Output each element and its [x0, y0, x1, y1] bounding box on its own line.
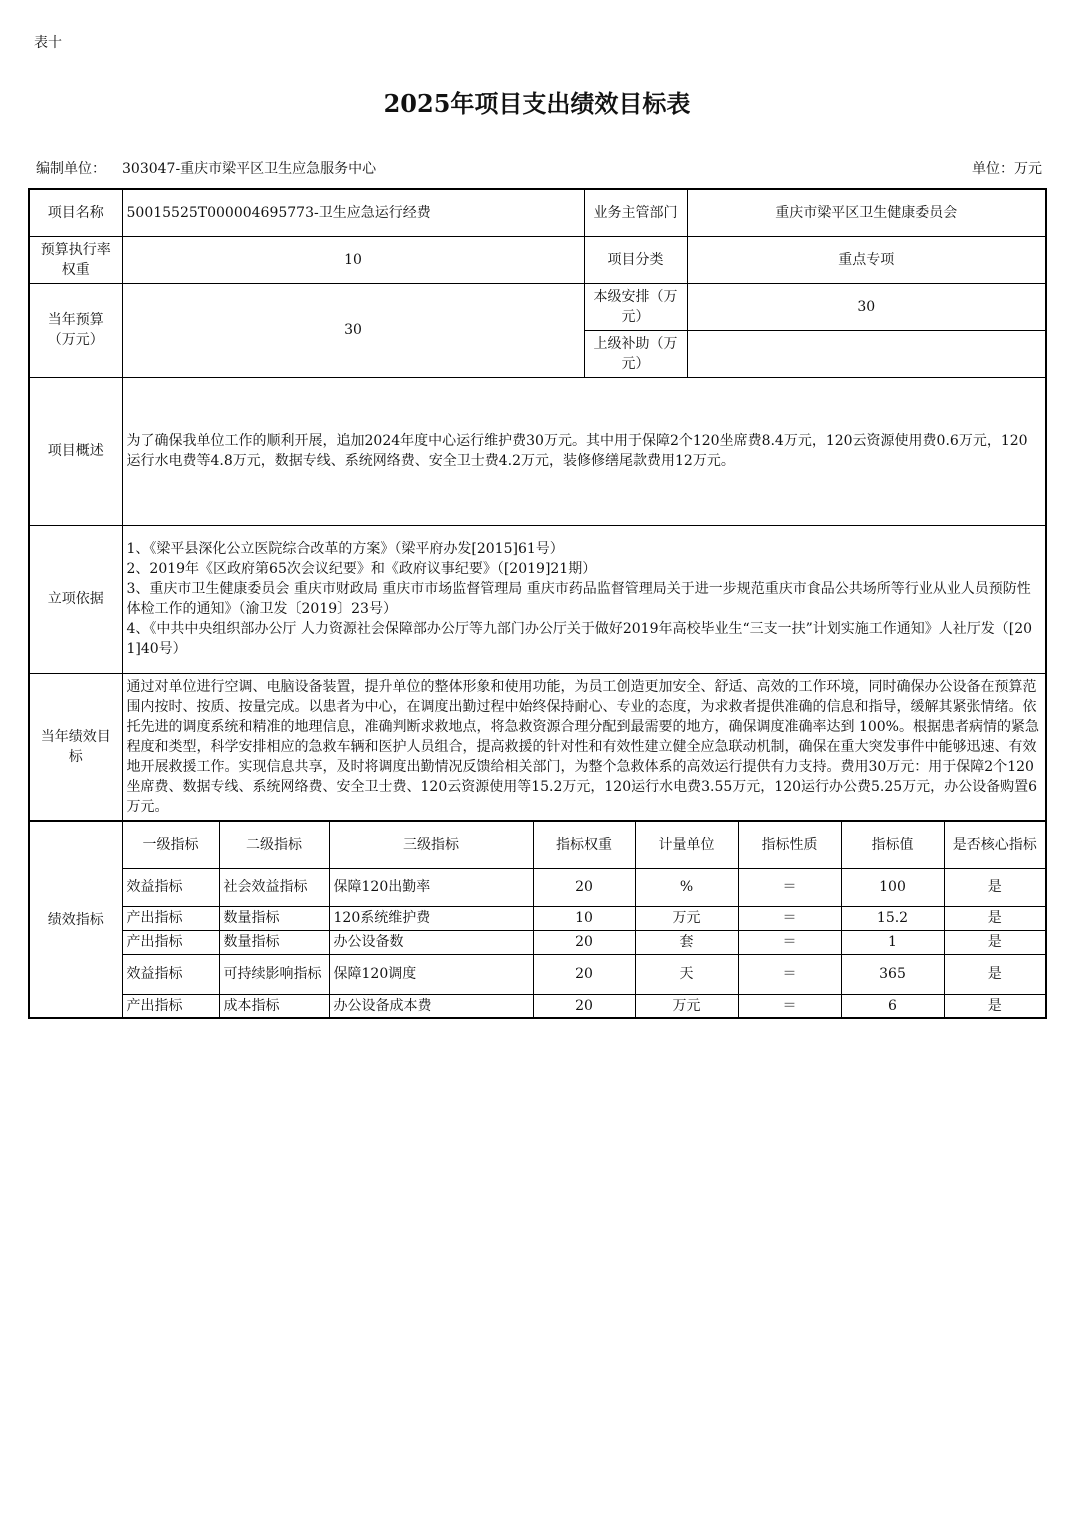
row-weight: 20	[533, 994, 635, 1018]
category: 重点专项	[687, 236, 1046, 283]
row-level1: 效益指标	[122, 954, 219, 994]
row-level3: 保障120出勤率	[329, 868, 533, 906]
row-level3: 办公设备成本费	[329, 994, 533, 1018]
page-title: 2025年项目支出绩效目标表	[383, 89, 691, 118]
row-level3: 办公设备数	[329, 930, 533, 954]
header-value: 指标值	[841, 821, 944, 868]
header-nature: 指标性质	[738, 821, 841, 868]
row-nature: ＝	[738, 954, 841, 994]
row-level2: 数量指标	[219, 906, 329, 930]
row-level2: 可持续影响指标	[219, 954, 329, 994]
row-unit: 万元	[635, 906, 738, 930]
table-row	[29, 994, 1046, 1018]
row-unit: 天	[635, 954, 738, 994]
overview-label: 项目概述	[29, 377, 122, 525]
upper-label: 上级补助（万元）	[584, 330, 687, 377]
project-name-label: 项目名称	[29, 189, 122, 236]
row-unit: 万元	[635, 994, 738, 1018]
header-core: 是否核心指标	[944, 821, 1046, 868]
goal: 通过对单位进行空调、电脑设备装置，提升单位的整体形象和使用功能，为员工创造更加安全、舒适、高效的工作环境，同时确保办公设备在预算范围内按时、按质、按量完成。以患者为中心，在调度出勤过程中始终保持耐心、专业的态度，为求救者提供准确的信息和指导，缓解其紧张情绪。依托先进的调度系统和精准的地理信息，准确判断求救地点，将急救资源合理分配到最需要的地方，确保调度准确率达到 100%。根据患者病情的紧急程度和类型，科学安排相应的急救车辆和医护人员组合，提高救援的针对性和有效性建立健全应急联动机制，确保在重大突发事件中能够迅速、有效地开展救援工作。实现信息共享，及时将调度出勤情况反馈给相关部门，为整个急救体系的高效运行提供有力支持。费用30万元：用于保障2个120坐席费、数据专线、系统网络费、安全卫士费、120云资源使用等15.2万元，120运行水电费3.55万元，120运行办公费5.25万元，办公设备购置6万元。	[122, 673, 1046, 821]
row-core: 是	[944, 954, 1046, 994]
row-core: 是	[944, 930, 1046, 954]
row-core: 是	[944, 906, 1046, 930]
row-level2: 数量指标	[219, 930, 329, 954]
row-nature: ＝	[738, 906, 841, 930]
indicator-table	[28, 820, 1047, 1019]
upper	[687, 330, 1046, 377]
weight: 10	[122, 236, 584, 283]
header-weight: 指标权重	[533, 821, 635, 868]
row-level1: 产出指标	[122, 906, 219, 930]
row-core: 是	[944, 868, 1046, 906]
row-level1: 产出指标	[122, 930, 219, 954]
compiling-unit-label: 编制单位：	[36, 161, 106, 177]
row-weight: 10	[533, 906, 635, 930]
header-level3: 三级指标	[329, 821, 533, 868]
category-label: 项目分类	[584, 236, 687, 283]
row-level3: 保障120调度	[329, 954, 533, 994]
currency-unit: 单位：万元	[972, 161, 1042, 177]
local-label: 本级安排（万元）	[584, 283, 687, 330]
row-value: 365	[841, 954, 944, 994]
header-level2: 二级指标	[219, 821, 329, 868]
compiling-unit	[36, 158, 376, 178]
budget-label: 当年预算（万元）	[29, 283, 122, 377]
row-value: 6	[841, 994, 944, 1018]
row-level1: 产出指标	[122, 994, 219, 1018]
table-row	[29, 906, 1046, 930]
row-value: 100	[841, 868, 944, 906]
table-row	[29, 868, 1046, 906]
overview: 为了确保我单位工作的顺利开展，追加2024年度中心运行维护费30万元。其中用于保障2个120坐席费8.4万元，120云资源使用费0.6万元，120运行水电费等4.8万元，数据专线、系统网络费、安全卫士费4.2万元，装修修缮尾款费用12万元。	[122, 377, 1046, 525]
row-value: 1	[841, 930, 944, 954]
weight-label: 预算执行率权重	[29, 236, 122, 283]
row-unit: %	[635, 868, 738, 906]
table-tag: 表十	[34, 35, 62, 51]
basis-label: 立项依据	[29, 525, 122, 673]
row-weight: 20	[533, 868, 635, 906]
dept: 重庆市梁平区卫生健康委员会	[687, 189, 1046, 236]
table-row	[29, 930, 1046, 954]
project-name: 50015525T000004695773-卫生应急运行经费	[122, 189, 584, 236]
header-level1: 一级指标	[122, 821, 219, 868]
dept-label: 业务主管部门	[584, 189, 687, 236]
basis: 1、《梁平县深化公立医院综合改革的方案》（梁平府办发[2015]61号） 2、2019年《区政府第65次会议纪要》和《政府议事纪要》（[2019]21期） 3、重庆市卫生健康委员会 重庆市财政局 重庆市市场监督管理局 重庆市药品监督管理局关于进一步规范重庆市食品公共场所等行业从业人员预防性体检工作的通知》（渝卫发〔2019〕23号） 4、《中共中央组织部办公厅 人力资源社会保障部办公厅等九部门办公厅关于做好2019年高校毕业生“三支一扶”计划实施工作通知》人社厅发（[201]40号）	[122, 525, 1046, 673]
row-level2: 成本指标	[219, 994, 329, 1018]
row-weight: 20	[533, 954, 635, 994]
row-nature: ＝	[738, 930, 841, 954]
row-nature: ＝	[738, 994, 841, 1018]
row-value: 15.2	[841, 906, 944, 930]
project-info-table	[28, 188, 1047, 822]
goal-label: 当年绩效目标	[29, 673, 122, 821]
row-nature: ＝	[738, 868, 841, 906]
table-row	[29, 954, 1046, 994]
row-core: 是	[944, 994, 1046, 1018]
indicator-section-label: 绩效指标	[29, 821, 122, 1018]
row-level3: 120系统维护费	[329, 906, 533, 930]
local: 30	[687, 283, 1046, 330]
compiling-unit-value: 303047-重庆市梁平区卫生应急服务中心	[122, 161, 377, 177]
budget: 30	[122, 283, 584, 377]
row-level1: 效益指标	[122, 868, 219, 906]
row-level2: 社会效益指标	[219, 868, 329, 906]
row-unit: 套	[635, 930, 738, 954]
row-weight: 20	[533, 930, 635, 954]
header-unit: 计量单位	[635, 821, 738, 868]
